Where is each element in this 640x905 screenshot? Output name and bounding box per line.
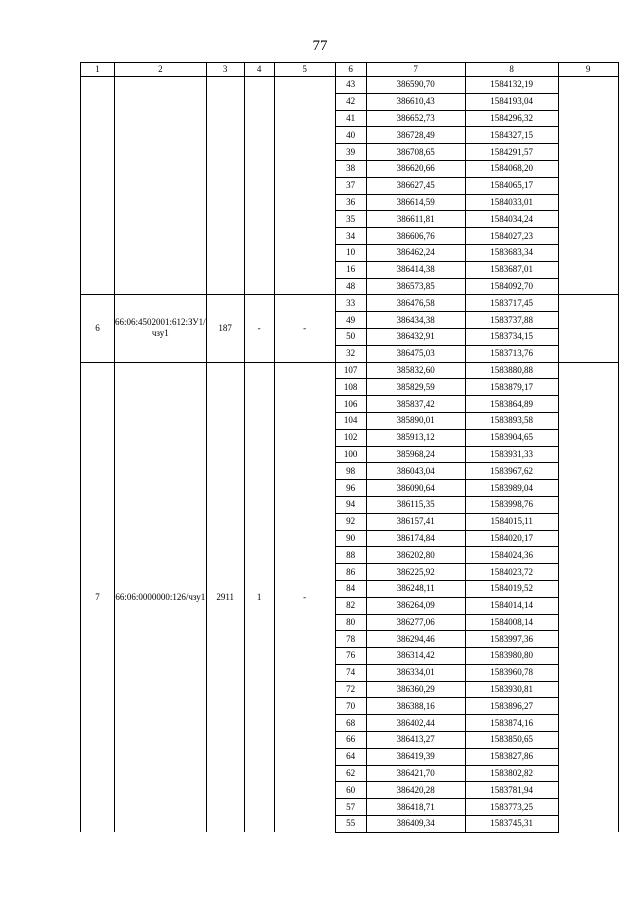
coord-y: 1583997,36 <box>465 631 558 648</box>
column-header: 7 <box>366 63 465 77</box>
col5-value: - <box>274 362 335 832</box>
coord-y: 1583931,33 <box>465 446 558 463</box>
point-number: 49 <box>335 312 366 329</box>
coord-y: 1583904,65 <box>465 429 558 446</box>
cell-5 <box>274 77 335 295</box>
coord-x: 386434,38 <box>366 312 465 329</box>
coord-y: 1584068,20 <box>465 160 558 177</box>
point-number: 60 <box>335 782 366 799</box>
coord-y: 1583864,89 <box>465 396 558 413</box>
coord-y: 1584019,52 <box>465 580 558 597</box>
column-header: 5 <box>274 63 335 77</box>
cell-1 <box>81 77 115 295</box>
coord-y: 1584296,32 <box>465 110 558 127</box>
point-number: 72 <box>335 681 366 698</box>
coord-x: 386421,70 <box>366 765 465 782</box>
coord-y: 1583998,76 <box>465 496 558 513</box>
coord-x: 386402,44 <box>366 715 465 732</box>
coord-y: 1583874,16 <box>465 715 558 732</box>
coord-y: 1584291,57 <box>465 144 558 161</box>
coord-y: 1583930,81 <box>465 681 558 698</box>
cell-9 <box>558 362 618 832</box>
coord-y: 1583683,34 <box>465 244 558 261</box>
coord-y: 1583773,25 <box>465 799 558 816</box>
coord-y: 1583734,15 <box>465 328 558 345</box>
coord-x: 386174,84 <box>366 530 465 547</box>
coord-y: 1583967,62 <box>465 463 558 480</box>
row-number: 7 <box>81 362 115 832</box>
point-number: 40 <box>335 127 366 144</box>
column-header: 9 <box>558 63 618 77</box>
table-row <box>81 295 619 312</box>
coord-y: 1584327,15 <box>465 127 558 144</box>
column-header: 8 <box>465 63 558 77</box>
coord-y: 1583980,80 <box>465 648 558 665</box>
coord-x: 386627,45 <box>366 177 465 194</box>
coord-x: 386614,59 <box>366 194 465 211</box>
coord-y: 1583880,88 <box>465 362 558 379</box>
coord-x: 385890,01 <box>366 412 465 429</box>
coord-y: 1583713,76 <box>465 345 558 362</box>
coord-y: 1584193,04 <box>465 93 558 110</box>
col4-value: 1 <box>244 362 274 832</box>
point-number: 98 <box>335 463 366 480</box>
coord-y: 1584020,17 <box>465 530 558 547</box>
coord-y: 1583960,78 <box>465 664 558 681</box>
cell-9 <box>558 77 618 295</box>
coord-x: 386388,16 <box>366 698 465 715</box>
coord-y: 1583989,04 <box>465 480 558 497</box>
coord-y: 1583896,27 <box>465 698 558 715</box>
coordinates-table <box>80 62 619 833</box>
coord-y: 1583687,01 <box>465 261 558 278</box>
coord-x: 386432,91 <box>366 328 465 345</box>
point-number: 70 <box>335 698 366 715</box>
coord-x: 386248,11 <box>366 580 465 597</box>
column-header: 2 <box>115 63 207 77</box>
coord-x: 386090,64 <box>366 480 465 497</box>
point-number: 34 <box>335 228 366 245</box>
coord-y: 1583879,17 <box>465 379 558 396</box>
coord-x: 386115,35 <box>366 496 465 513</box>
coord-x: 385913,12 <box>366 429 465 446</box>
coord-y: 1583737,88 <box>465 312 558 329</box>
point-number: 68 <box>335 715 366 732</box>
coord-x: 386264,09 <box>366 597 465 614</box>
point-number: 94 <box>335 496 366 513</box>
point-number: 33 <box>335 295 366 312</box>
coord-x: 386294,46 <box>366 631 465 648</box>
coord-x: 386606,76 <box>366 228 465 245</box>
coord-y: 1584008,14 <box>465 614 558 631</box>
coord-x: 386360,29 <box>366 681 465 698</box>
point-number: 32 <box>335 345 366 362</box>
point-number: 41 <box>335 110 366 127</box>
point-number: 90 <box>335 530 366 547</box>
point-number: 55 <box>335 816 366 833</box>
coord-x: 386573,85 <box>366 278 465 295</box>
point-number: 106 <box>335 396 366 413</box>
cadastral-number: 66:06:0000000:126/чзу1 <box>115 362 207 832</box>
coord-y: 1584065,17 <box>465 177 558 194</box>
coord-x: 386277,06 <box>366 614 465 631</box>
coord-x: 386202,80 <box>366 547 465 564</box>
table-row <box>81 77 619 94</box>
point-number: 43 <box>335 77 366 94</box>
area-value: 2911 <box>206 362 244 832</box>
coord-x: 386476,58 <box>366 295 465 312</box>
point-number: 66 <box>335 732 366 749</box>
coord-x: 386157,41 <box>366 513 465 530</box>
point-number: 82 <box>335 597 366 614</box>
point-number: 38 <box>335 160 366 177</box>
point-number: 96 <box>335 480 366 497</box>
point-number: 36 <box>335 194 366 211</box>
point-number: 88 <box>335 547 366 564</box>
point-number: 107 <box>335 362 366 379</box>
coord-x: 386462,24 <box>366 244 465 261</box>
cell-4 <box>244 77 274 295</box>
coord-x: 386419,39 <box>366 748 465 765</box>
point-number: 74 <box>335 664 366 681</box>
point-number: 39 <box>335 144 366 161</box>
area-value: 187 <box>206 295 244 362</box>
point-number: 92 <box>335 513 366 530</box>
coord-x: 386728,49 <box>366 127 465 144</box>
point-number: 104 <box>335 412 366 429</box>
coord-x: 385968,24 <box>366 446 465 463</box>
coord-x: 386409,34 <box>366 816 465 833</box>
coord-y: 1584033,01 <box>465 194 558 211</box>
point-number: 76 <box>335 648 366 665</box>
coord-x: 386314,42 <box>366 648 465 665</box>
column-header: 3 <box>206 63 244 77</box>
point-number: 62 <box>335 765 366 782</box>
coord-x: 386414,38 <box>366 261 465 278</box>
point-number: 86 <box>335 564 366 581</box>
point-number: 10 <box>335 244 366 261</box>
point-number: 37 <box>335 177 366 194</box>
cell-9 <box>558 295 618 362</box>
column-header: 4 <box>244 63 274 77</box>
coord-x: 385837,42 <box>366 396 465 413</box>
header-row <box>81 63 619 77</box>
col5-value: - <box>274 295 335 362</box>
coord-y: 1584034,24 <box>465 211 558 228</box>
coord-x: 386590,70 <box>366 77 465 94</box>
cell-3 <box>206 77 244 295</box>
coord-y: 1584024,36 <box>465 547 558 564</box>
coord-x: 385832,60 <box>366 362 465 379</box>
coord-x: 386420,28 <box>366 782 465 799</box>
row-number: 6 <box>81 295 115 362</box>
point-number: 80 <box>335 614 366 631</box>
coord-x: 386225,92 <box>366 564 465 581</box>
table-row <box>81 362 619 379</box>
point-number: 64 <box>335 748 366 765</box>
coord-y: 1583827,86 <box>465 748 558 765</box>
point-number: 57 <box>335 799 366 816</box>
coord-y: 1584023,72 <box>465 564 558 581</box>
point-number: 48 <box>335 278 366 295</box>
coord-y: 1584015,11 <box>465 513 558 530</box>
cell-2 <box>115 77 207 295</box>
point-number: 84 <box>335 580 366 597</box>
table-body <box>81 63 619 833</box>
coord-y: 1583781,94 <box>465 782 558 799</box>
coord-x: 386413,27 <box>366 732 465 749</box>
point-number: 100 <box>335 446 366 463</box>
coord-x: 386708,65 <box>366 144 465 161</box>
coord-y: 1583893,58 <box>465 412 558 429</box>
col4-value: - <box>244 295 274 362</box>
point-number: 102 <box>335 429 366 446</box>
coord-y: 1583717,45 <box>465 295 558 312</box>
point-number: 108 <box>335 379 366 396</box>
coord-x: 386475,03 <box>366 345 465 362</box>
coord-y: 1584132,19 <box>465 77 558 94</box>
point-number: 42 <box>335 93 366 110</box>
point-number: 78 <box>335 631 366 648</box>
coord-x: 386620,66 <box>366 160 465 177</box>
coord-y: 1583850,65 <box>465 732 558 749</box>
coord-x: 385829,59 <box>366 379 465 396</box>
point-number: 16 <box>335 261 366 278</box>
coord-y: 1584027,23 <box>465 228 558 245</box>
coord-y: 1584014,14 <box>465 597 558 614</box>
coord-y: 1583745,31 <box>465 816 558 833</box>
coord-y: 1583802,82 <box>465 765 558 782</box>
cadastral-number: 66:06:4502001:612:ЗУ1/чзу1 <box>115 295 207 362</box>
coord-x: 386610,43 <box>366 93 465 110</box>
coord-x: 386652,73 <box>366 110 465 127</box>
coord-x: 386418,71 <box>366 799 465 816</box>
coord-y: 1584092,70 <box>465 278 558 295</box>
coord-x: 386334,01 <box>366 664 465 681</box>
point-number: 35 <box>335 211 366 228</box>
coord-x: 386043,04 <box>366 463 465 480</box>
point-number: 50 <box>335 328 366 345</box>
page-number: 77 <box>312 38 328 54</box>
column-header: 6 <box>335 63 366 77</box>
coord-x: 386611,81 <box>366 211 465 228</box>
column-header: 1 <box>81 63 115 77</box>
